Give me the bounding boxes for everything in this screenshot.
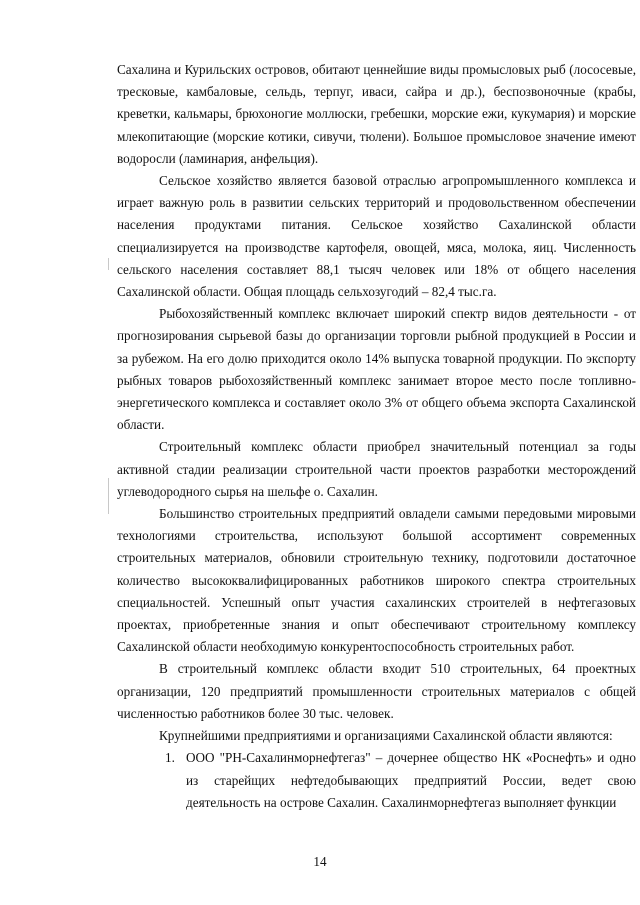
list-item [117, 747, 636, 814]
enterprise-list [117, 747, 636, 814]
paragraph-construction-complex: Строительный комплекс области приобрел значительный потенциал за годы активной стадии реализации строительной части проектов разработки месторождений углеводородного сырья на шельфе о. Сахалин. [117, 439, 636, 499]
paragraph-largest-enterprises-intro: Крупнейшими предприятиями и организациями Сахалинской области являются: [159, 728, 613, 744]
scan-artifact [108, 258, 109, 270]
scan-artifact [108, 478, 109, 514]
paragraph-agriculture: Сельское хозяйство является базовой отраслью агропромышленного комплекса и играет важную роль в развитии сельских территорий и продовольственном обеспечении населения продуктами питания. Сельское хозяйство Сахалинской области специализируется на производстве картофеля, овощей, мяса, молока, яиц. Численность сельского населения составляет 88,1 тысяч человек или 18% от общего населения Сахалинской области. Общая площадь сельхозугодий – 82,4 тыс.га. [117, 173, 636, 300]
paragraph-marine-resources: Сахалина и Курильских островов, обитают ценнейшие виды промысловых рыб (лососевые, тресковые, камбаловые, сельдь, терпуг, иваси, сайра и др.), беспозвоночные (крабы, креветки, кальмары, брюхоногие моллюски, гребешки, морские ежи, кукумария) и морские млекопитающие (морские котики, сивучи, тюлени). Большое промысловое значение имеют водоросли (ламинария, анфельция). [117, 62, 636, 166]
paragraph-fishery-complex: Рыбохозяйственный комплекс включает широкий спектр видов деятельности - от прогнозирования сырьевой базы до организации торговли рыбной продукцией в России и за рубежом. На его долю приходится около 14% выпуска товарной продукции. По экспорту рыбных товаров рыбохозяйственный комплекс занимает второе место после топливно-энергетического комплекса и составляет около 3% от общего объема экспорта Сахалинской области. [117, 306, 636, 433]
paragraph-construction-statistics: В строительный комплекс области входит 510 строительных, 64 проектных организации, 120 предприятий промышленности строительных материалов с общей численностью работников более 30 тыс. человек. [117, 661, 636, 721]
page-number: 14 [313, 854, 327, 869]
paragraph-construction-companies: Большинство строительных предприятий овладели самыми передовыми мировыми технологиями строительства, используют большой ассортимент современных строительных материалов, обновили строительную технику, подготовили достаточное количество высококвалифицированных работников широкого спектра строительных специальностей. Успешный опыт участия сахалинских строителей в нефтегазовых проектах, приобретенные знания и опыт обеспечивают строительному комплексу Сахалинской области необходимую конкурентоспособность строительных работ. [117, 506, 636, 655]
page-body [117, 59, 636, 814]
list-item-number: 1. [165, 750, 175, 766]
list-item-text: ООО "РН-Сахалинморнефтегаз" – дочернее общество НК «Роснефть» и одно из старейщих нефтедобывающих предприятий России, ведет свою деятельность на острове Сахалин. Сахалинморнефтегаз выполняет функции [186, 750, 636, 810]
